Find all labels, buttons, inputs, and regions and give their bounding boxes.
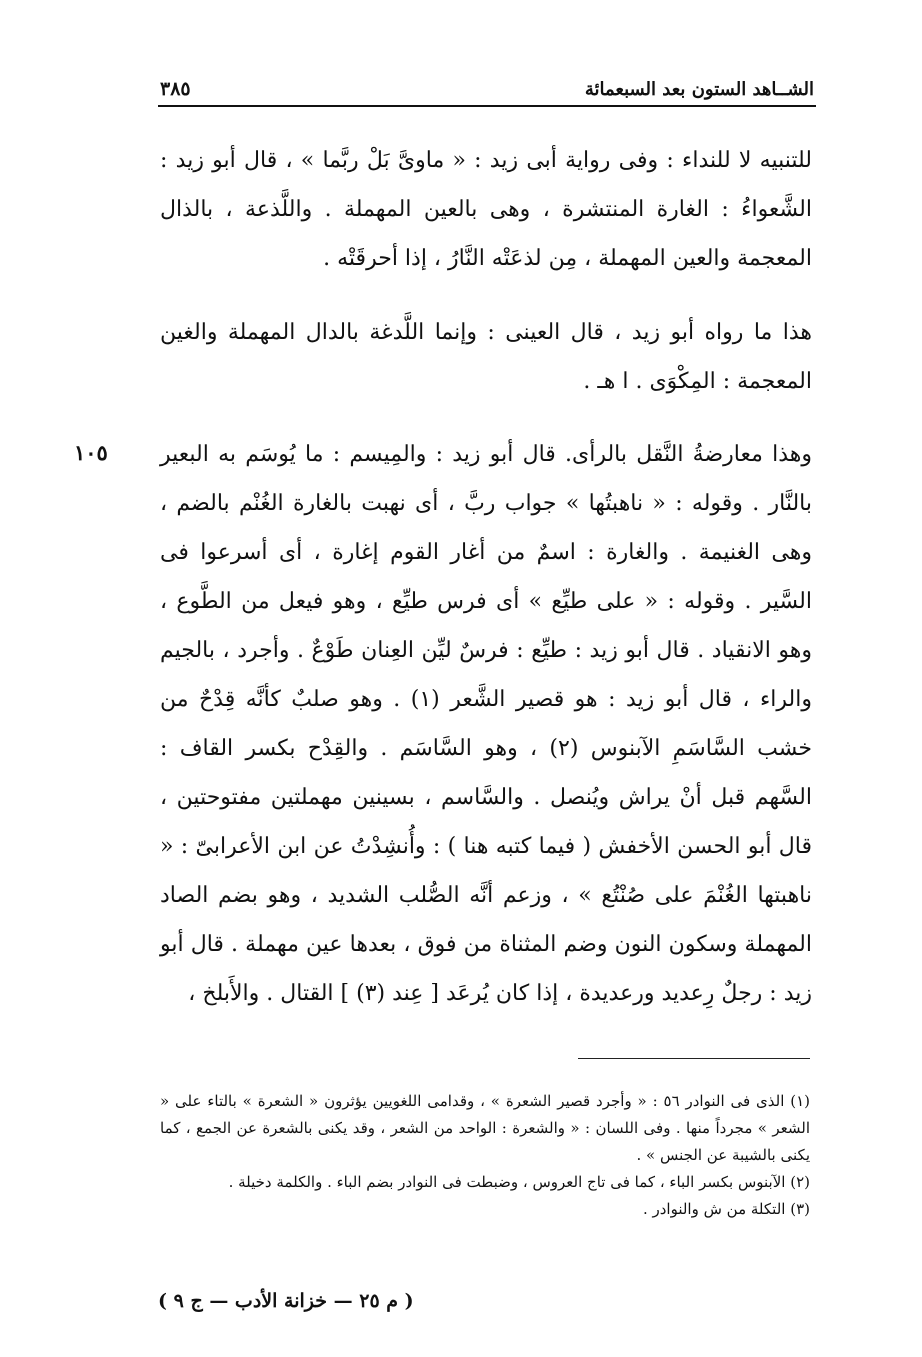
paragraph: للتنبيه لا للنداء : وفى رواية أبى زيد : « ماوىَّ بَلْ ربَّما » ، قال أبو زيد : الشَّعواءُ : الغارة المنتشرة ، وهى بالعين المهملة . واللَّذعة ، بالذال المعجمة والعين المهملة ، مِن لذعَتْه النَّارُ ، إذا أحرقَتْه .: [160, 148, 812, 271]
footnote: (٢) الآبنوس بكسر الباء ، كما فى تاج العروس ، وضبطت فى النوادر بضم الباء . والكلمة دخيلة .: [228, 1173, 810, 1191]
paragraph: هذا ما رواه أبو زيد ، قال العينى : وإنما اللَّدغة بالدال المهملة والغين المعجمة : المِكْوَى . ا هـ .: [160, 320, 812, 394]
footnote-rule: [578, 1058, 810, 1059]
paragraph: وهذا معارضةُ النَّقل بالرأى. قال أبو زيد : والمِيسم : ما يُوسَم به البعير بالنَّار . وقوله : « ناهبتُها » جواب ربَّ ، أى نهبت بالغارة الغُنْم بالضم ، وهى الغنيمة . والغارة : اسمٌ من أغار القوم إغارة ، أى أسرعوا فى السَّير . وقوله : « على طيِّع » أى فرس طيِّع ، وهو فيعل من الطَّوع ، وهو الانقياد . قال أبو زيد : طيِّع : فرسٌ ليِّن العِنان طَوْعٌ . وأجرد ، بالجيم والراء ، قال أبو زيد : هو قصير الشَّعر (١) . وهو صلبٌ كأنَّه قِدْحٌ من خشب السَّاسَمِ الآبنوس (٢) ، وهو السَّاسَم . والقِدْح بكسر القاف : السَّهم قبل أنْ يراش ويُنصل . والسَّاسم ، بسينين مهملتين مفتوحتين ، قال أبو الحسن الأخفش ( فيما كتبه هنا ) : وأُنشِدْتُ عن ابن الأعرابىّ : « ناهبتها الغُنْمَ على صُنْتُع » ، وزعم أنَّه الصُّلب الشديد ، وهو بضم الصاد المهملة وسكون النون وضم المثناة من فوق ، بعدها عين مهملة . قال أبو زيد : رجلٌ رِعديد ورعديدة ، إذا كان يُرعَد [ عِند (٣) ] القتال . والأَبلخ ،: [160, 442, 812, 1006]
footnote: (٣) التكلة من ش والنوادر .: [642, 1200, 810, 1218]
page-number: ٣٨٥: [160, 78, 191, 100]
footnotes: [160, 1088, 810, 1223]
footnote: (١) الذى فى النوادر ٥٦ : « وأجرد قصير الشعرة » ، وقدامى اللغويين يؤثرون « الشعرة » بالتاء على « الشعر » مجرداً منها . وفى اللسان : « والشعرة : الواحد من الشعر ، وقد يكنى بالشعرة عن الجمع ، كما يكنى بالشيبة عن الجنس » .: [160, 1092, 810, 1164]
margin-line-number: ١٠٥: [74, 440, 108, 465]
signature-mark: ( م ٢٥ — خزانة الأدب — ج ٩ ): [158, 1290, 414, 1312]
running-header: [160, 74, 814, 104]
header-rule: [158, 105, 816, 107]
running-title: الشــاهد الستون بعد السبعمائة: [584, 78, 814, 100]
